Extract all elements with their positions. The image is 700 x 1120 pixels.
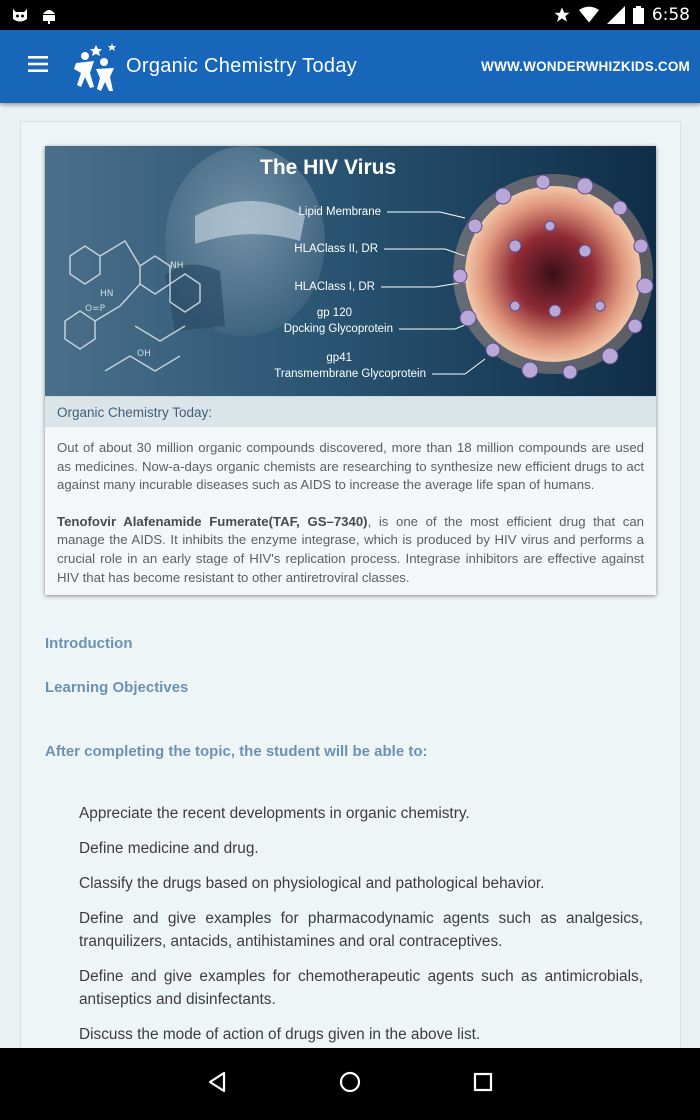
status-bar bbox=[0, 0, 700, 30]
menu-button[interactable] bbox=[0, 30, 76, 103]
list-item: Define medicine and drug. bbox=[79, 840, 259, 857]
content-area[interactable] bbox=[0, 103, 700, 1048]
navigation-bar bbox=[0, 1048, 700, 1120]
list-item: Define and give examples for chemotherapeutic agents such as antimicrobials, antiseptics and disinfectants. bbox=[79, 968, 643, 1008]
svg-text:OH: OH bbox=[137, 349, 151, 359]
hero-label-gp41: gp41 bbox=[326, 352, 352, 364]
hiv-virus-image bbox=[45, 146, 656, 396]
home-icon bbox=[338, 1070, 362, 1099]
list-item: Classify the drugs based on physiological and pathological behavior. bbox=[79, 875, 545, 892]
hamburger-menu-icon bbox=[28, 56, 48, 77]
website-link[interactable]: WWW.WONDERWHIZKIDS.COM bbox=[481, 59, 690, 74]
svg-text:NH: NH bbox=[170, 261, 184, 271]
hero-label-hla-class-2: HLAClass II, DR bbox=[294, 243, 378, 255]
home-button[interactable] bbox=[320, 1054, 380, 1114]
list-item: Define and give examples for pharmacodynamic agents such as analgesics, tranquilizers, antacids, antihistamines and oral contraceptives. bbox=[79, 910, 643, 950]
signal-icon bbox=[607, 6, 625, 24]
battery-icon bbox=[633, 6, 644, 24]
svg-text:HN: HN bbox=[100, 289, 114, 299]
hero-label-docking-glycoprotein: Dpcking Glycoprotein bbox=[283, 323, 393, 335]
content-panel bbox=[20, 121, 681, 1048]
back-button[interactable] bbox=[187, 1054, 247, 1114]
kids-logo-icon bbox=[68, 39, 124, 95]
card-paragraph-2-text: , is one of the most efficient drug that can manage the AIDS. It inhibits the enzyme integrase, which is produced by HIV virus and performs a crucial role in an early stage of HIV's replication process. Integrase inhibitors are effective against HIV that has become resistant to other antiretroviral classes. bbox=[57, 513, 644, 585]
list-item: Appreciate the recent developments in organic chemistry. bbox=[79, 805, 470, 822]
recents-button[interactable] bbox=[453, 1054, 513, 1114]
objectives-list bbox=[79, 802, 643, 1048]
introduction-link[interactable]: Introduction bbox=[45, 635, 133, 652]
status-time: 6:58 bbox=[651, 5, 690, 25]
app-title: Organic Chemistry Today bbox=[126, 55, 358, 77]
svg-text:O=P: O=P bbox=[85, 304, 106, 314]
hero-label-transmembrane-glycoprotein: Transmembrane Glycoprotein bbox=[274, 368, 426, 380]
card-body bbox=[45, 427, 656, 595]
intro-card bbox=[45, 146, 656, 595]
hero-label-lipid-membrane: Lipid Membrane bbox=[298, 206, 381, 218]
recents-icon bbox=[473, 1072, 493, 1097]
status-left-icons bbox=[10, 5, 58, 25]
card-caption: Organic Chemistry Today: bbox=[45, 396, 656, 427]
after-completing-heading: After completing the topic, the student will be able to: bbox=[45, 743, 428, 760]
drug-name: Tenofovir Alafenamide Fumerate(TAF, GS–7340) bbox=[57, 513, 368, 529]
learning-objectives-link[interactable]: Learning Objectives bbox=[45, 679, 189, 696]
card-paragraph-1: Out of about 30 million organic compounds discovered, more than 18 million compounds are used as medicines. Now-a-days organic chemists are researching to synthesize new efficient drugs to act against many incurable diseases such as AIDS to increase the average life span of humans. bbox=[57, 440, 644, 493]
hero-label-gp120: gp 120 bbox=[316, 307, 352, 319]
card-paragraph-2 bbox=[57, 513, 644, 587]
cat-notification-icon bbox=[10, 5, 30, 25]
hero-label-hla-class-1: HLAClass I, DR bbox=[294, 281, 375, 293]
status-right-icons bbox=[553, 5, 690, 25]
hero-title: The HIV Virus bbox=[260, 156, 397, 179]
back-icon bbox=[206, 1071, 228, 1098]
app-bar bbox=[0, 30, 700, 103]
wifi-icon bbox=[579, 6, 599, 24]
list-item: Discuss the mode of action of drugs given in the above list. bbox=[79, 1026, 481, 1043]
star-icon bbox=[553, 6, 571, 24]
android-notification-icon bbox=[40, 5, 58, 25]
